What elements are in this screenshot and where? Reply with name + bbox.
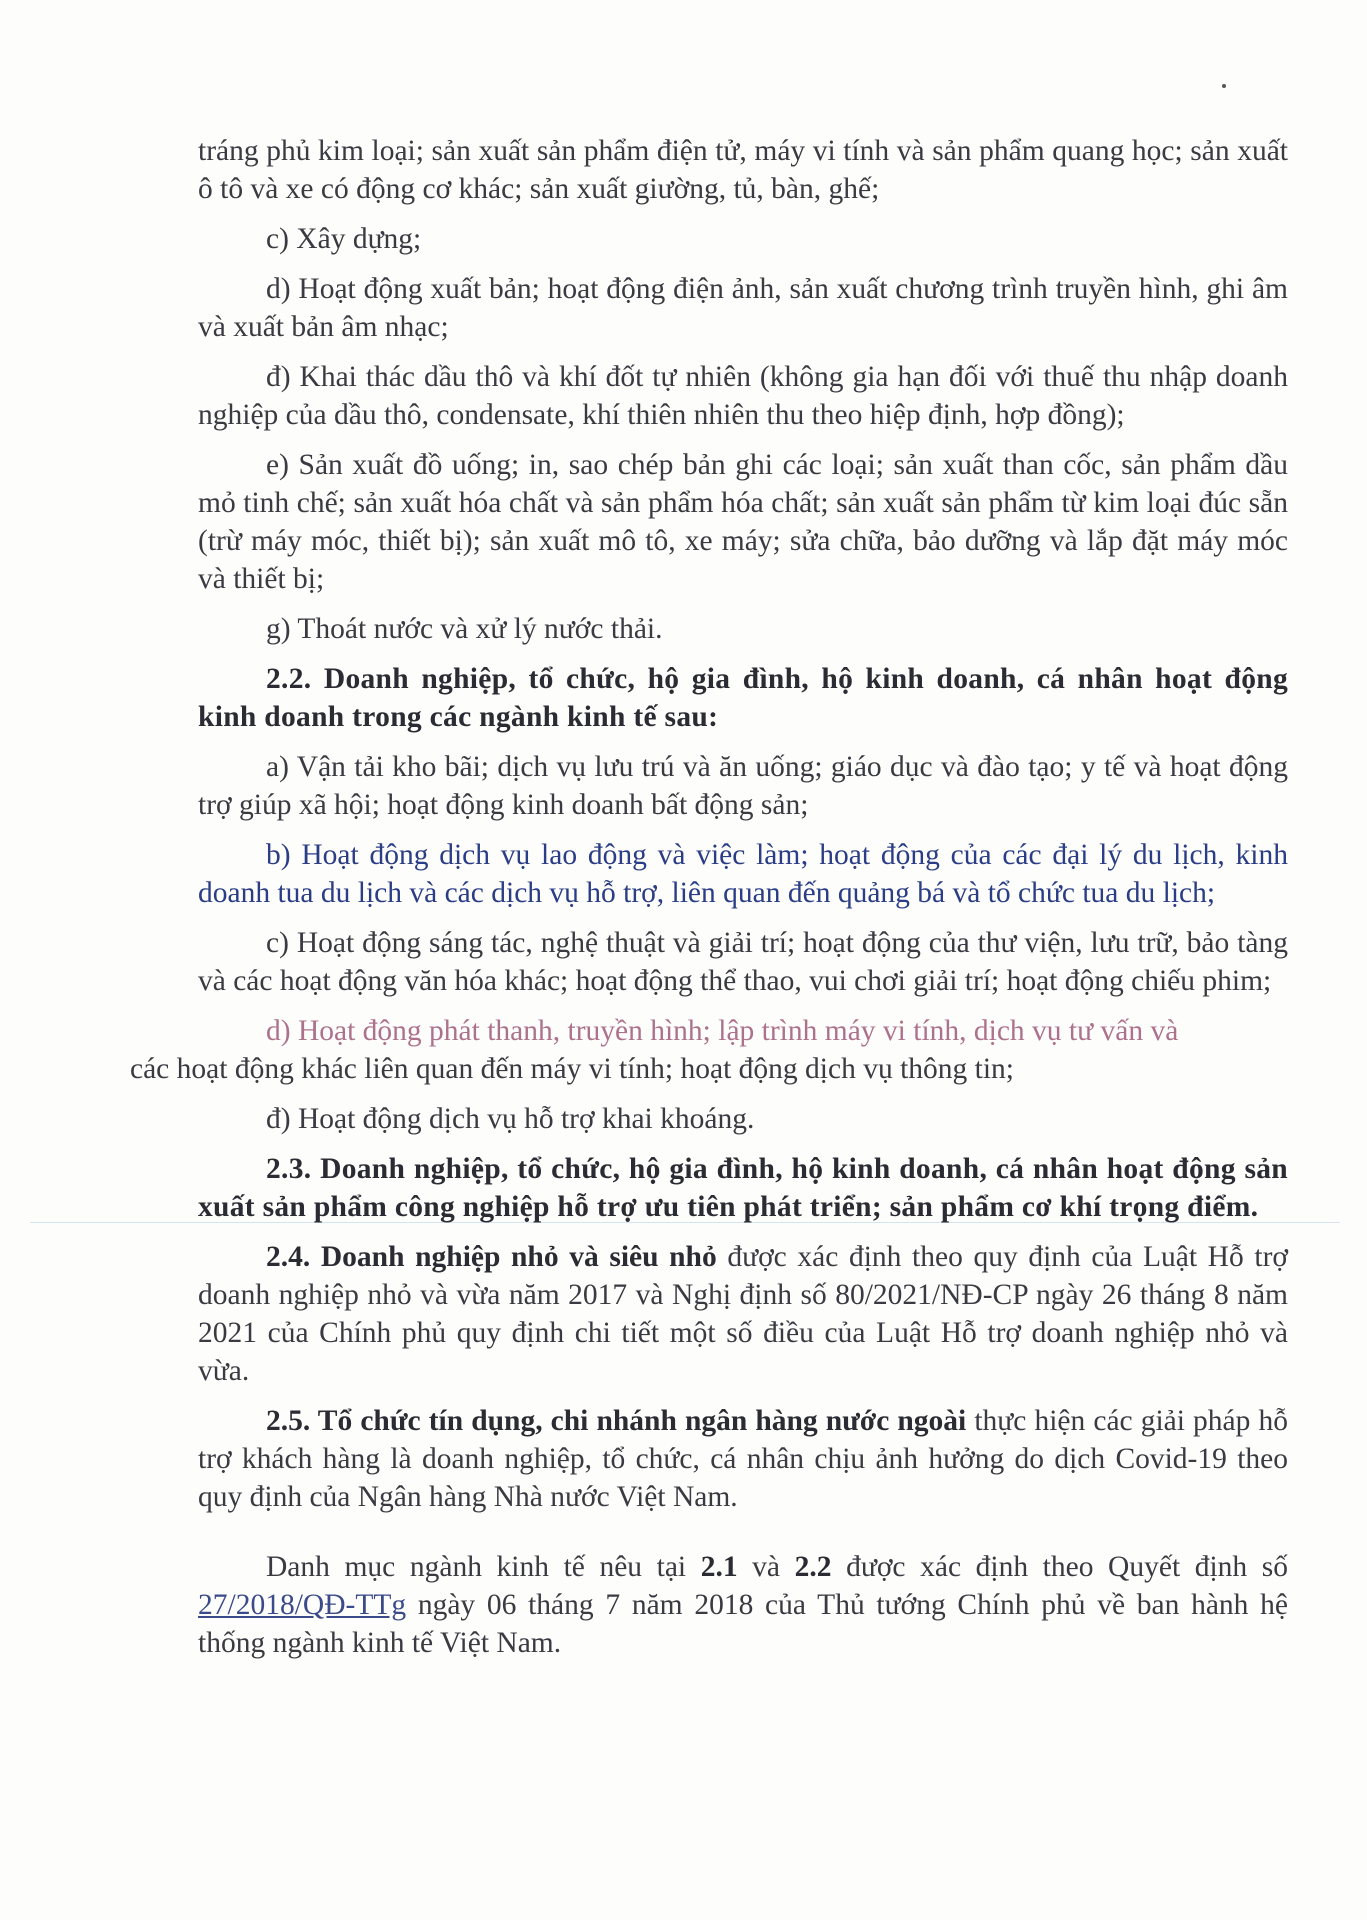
scan-speck	[1222, 84, 1226, 88]
closing-ref-2-2: 2.2	[794, 1551, 832, 1583]
closing-paragraph	[198, 1548, 1288, 1662]
closing-text-3: được xác định theo Quyết định số	[831, 1551, 1288, 1583]
item-e: e) Sản xuất đồ uống; in, sao chép bản ghi các loại; sản xuất than cốc, sản phẩm dầu mỏ tinh chế; sản xuất hóa chất và sản phẩm hóa chất; sản xuất sản phẩm từ kim loại đúc sẵn (trừ máy móc, thiết bị); sản xuất mô tô, xe máy; sửa chữa, bảo dưỡng và lắp đặt máy móc và thiết bị;	[198, 449, 1288, 595]
closing-text-2: và	[737, 1551, 795, 1583]
paragraph-continuation: tráng phủ kim loại; sản xuất sản phẩm điện tử, máy vi tính và sản phẩm quang học; sản xuất ô tô và xe có động cơ khác; sản xuất giường, tủ, bàn, ghế;	[198, 135, 1288, 205]
document-body	[130, 132, 1288, 1674]
section-2-2-item-a: a) Vận tải kho bãi; dịch vụ lưu trú và ăn uống; giáo dục và đào tạo; y tế và hoạt động trợ giúp xã hội; hoạt động kinh doanh bất động sản;	[198, 751, 1288, 821]
section-2-2-item-c: c) Hoạt động sáng tác, nghệ thuật và giải trí; hoạt động của thư viện, lưu trữ, bảo tàng và các hoạt động văn hóa khác; hoạt động thể thao, vui chơi giải trí; hoạt động chiếu phim;	[198, 927, 1288, 997]
section-2-4-bold: 2.4. Doanh nghiệp nhỏ và siêu nhỏ	[266, 1241, 717, 1273]
item-d-line-2: các hoạt động khác liên quan đến máy vi tính; hoạt động dịch vụ thông tin;	[130, 1053, 1014, 1085]
section-2-2-item-d	[130, 1012, 1288, 1088]
section-2-4	[198, 1238, 1288, 1390]
section-2-2-item-dd: đ) Hoạt động dịch vụ hỗ trợ khai khoáng.	[266, 1103, 755, 1135]
item-d-line-1: d) Hoạt động phát thanh, truyền hình; lập trình máy vi tính, dịch vụ tư vấn và	[266, 1015, 1179, 1047]
section-2-5-bold: 2.5. Tổ chức tín dụng, chi nhánh ngân hàng nước ngoài	[266, 1405, 967, 1437]
section-2-2-item-b: b) Hoạt động dịch vụ lao động và việc làm; hoạt động của các đại lý du lịch, kinh doanh tua du lịch và các dịch vụ hỗ trợ, liên quan đến quảng bá và tổ chức tua du lịch;	[198, 839, 1288, 909]
section-2-2-heading: 2.2. Doanh nghiệp, tổ chức, hộ gia đình, hộ kinh doanh, cá nhân hoạt động kinh doanh trong các ngành kinh tế sau:	[198, 663, 1288, 733]
item-c: c) Xây dựng;	[266, 223, 422, 255]
item-g: g) Thoát nước và xử lý nước thải.	[266, 613, 663, 645]
item-d: d) Hoạt động xuất bản; hoạt động điện ảnh, sản xuất chương trình truyền hình, ghi âm và xuất bản âm nhạc;	[198, 273, 1288, 343]
section-2-4-text: được xác định theo quy định của Luật Hỗ trợ doanh nghiệp nhỏ và vừa năm 2017 và Nghị định số 80/2021/NĐ-CP ngày 26 tháng 8 năm 2021 của Chính phủ quy định chi tiết một số điều của Luật Hỗ trợ doanh nghiệp nhỏ và vừa.	[198, 1241, 1288, 1387]
closing-text-4: ngày 06 tháng 7 năm 2018 của Thủ tướng Chính phủ về ban hành hệ thống ngành kinh tế Việt Nam.	[198, 1589, 1288, 1659]
closing-ref-2-1: 2.1	[700, 1551, 738, 1583]
section-2-5	[198, 1402, 1288, 1516]
section-2-5-text: thực hiện các giải pháp hỗ trợ khách hàng là doanh nghiệp, tổ chức, cá nhân chịu ảnh hưởng do dịch Covid-19 theo quy định của Ngân hàng Nhà nước Việt Nam.	[198, 1405, 1288, 1513]
section-2-3-heading: 2.3. Doanh nghiệp, tổ chức, hộ gia đình, hộ kinh doanh, cá nhân hoạt động sản xuất sản phẩm công nghiệp hỗ trợ ưu tiên phát triển; sản phẩm cơ khí trọng điểm.	[198, 1153, 1288, 1223]
item-dd: đ) Khai thác dầu thô và khí đốt tự nhiên (không gia hạn đối với thuế thu nhập doanh nghiệp của dầu thô, condensate, khí thiên nhiên thu theo hiệp định, hợp đồng);	[198, 361, 1288, 431]
decision-link[interactable]: 27/2018/QĐ-TTg	[198, 1589, 407, 1621]
closing-text-1: Danh mục ngành kinh tế nêu tại	[266, 1551, 701, 1583]
